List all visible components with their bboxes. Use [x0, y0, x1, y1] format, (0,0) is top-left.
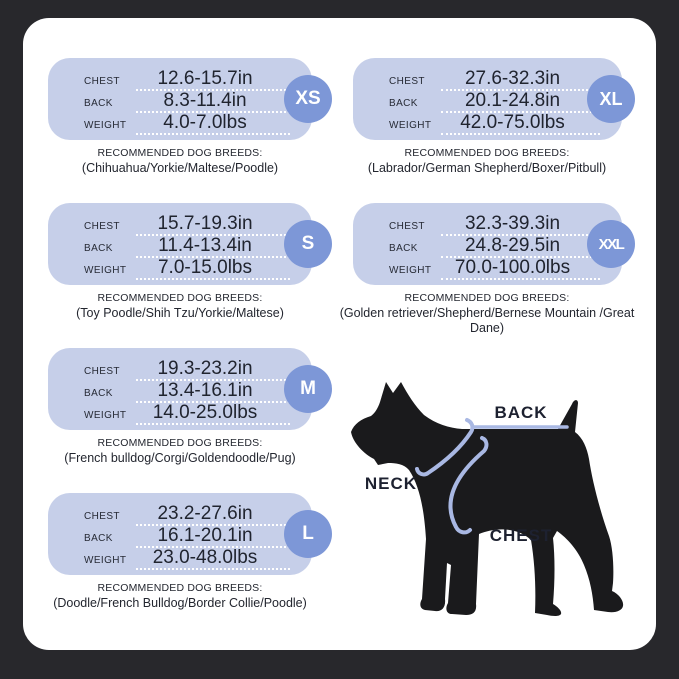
size-panel-xl: [353, 58, 622, 140]
measure-row-chest: [84, 359, 290, 381]
breeds-list: (French bulldog/Corgi/Goldendoodle/Pug): [64, 451, 296, 465]
size-badge-s: S: [284, 220, 332, 268]
size-badge-xxl: XXL: [587, 220, 635, 268]
back-value: 8.3-11.4in: [136, 91, 290, 113]
recommended-breeds-xxl: [335, 292, 639, 336]
measure-row-chest: [84, 69, 290, 91]
size-badge-l: L: [284, 510, 332, 558]
recommended-breeds-xl: [337, 147, 637, 176]
weight-value: 4.0-7.0lbs: [136, 113, 290, 135]
recommended-title: RECOMMENDED DOG BREEDS:: [97, 147, 263, 159]
chest-value: 19.3-23.2in: [136, 359, 290, 381]
weight-label: WEIGHT: [389, 265, 432, 276]
back-label: BACK: [389, 98, 418, 109]
breeds-list: (Toy Poodle/Shih Tzu/Yorkie/Maltese): [76, 306, 284, 320]
recommended-title: RECOMMENDED DOG BREEDS:: [97, 292, 263, 304]
back-label: BACK: [389, 243, 418, 254]
measure-row-chest: [389, 69, 600, 91]
weight-value: 7.0-15.0lbs: [136, 258, 290, 280]
back-label: BACK: [84, 243, 113, 254]
size-panel-l: [48, 493, 312, 575]
size-badge-xs: XS: [284, 75, 332, 123]
recommended-breeds-xs: [30, 147, 330, 176]
size-badge-xl: XL: [587, 75, 635, 123]
back-diagram-label: BACK: [494, 403, 548, 422]
measure-row-back: [389, 236, 600, 258]
weight-label: WEIGHT: [84, 555, 127, 566]
chest-value: 32.3-39.3in: [441, 214, 600, 236]
measure-row-back: [84, 381, 290, 403]
chest-value: 12.6-15.7in: [136, 69, 290, 91]
breeds-list: (Chihuahua/Yorkie/Maltese/Poodle): [81, 161, 279, 175]
weight-value: 70.0-100.0lbs: [441, 258, 600, 280]
size-panel-s: [48, 203, 315, 285]
weight-value: 23.0-48.0lbs: [136, 548, 290, 570]
measure-row-weight: [389, 113, 600, 135]
weight-value: 14.0-25.0lbs: [136, 403, 290, 425]
back-value: 24.8-29.5in: [441, 236, 600, 258]
size-panel-m: [48, 348, 316, 430]
size-panel-xs: [48, 58, 321, 140]
size-panel-xxl: [353, 203, 622, 285]
recommended-title: RECOMMENDED DOG BREEDS:: [404, 147, 570, 159]
chest-diagram-label: CHEST: [489, 526, 553, 545]
back-label: BACK: [84, 388, 113, 399]
measure-row-weight: [84, 113, 290, 135]
breeds-list: (Doodle/French Bulldog/Border Collie/Poodle): [53, 596, 307, 610]
recommended-breeds-s: [30, 292, 330, 321]
weight-label: WEIGHT: [84, 120, 127, 131]
chest-label: CHEST: [84, 221, 120, 232]
chest-label: CHEST: [389, 76, 425, 87]
weight-label: WEIGHT: [84, 265, 127, 276]
weight-label: WEIGHT: [84, 410, 127, 421]
recommended-breeds-l: [30, 582, 330, 611]
measure-row-weight: [84, 403, 290, 425]
weight-label: WEIGHT: [389, 120, 432, 131]
measure-row-weight: [84, 258, 290, 280]
measure-row-chest: [84, 214, 290, 236]
measure-row-back: [84, 91, 290, 113]
recommended-breeds-m: [30, 437, 330, 466]
chest-value: 23.2-27.6in: [136, 504, 290, 526]
weight-value: 42.0-75.0lbs: [441, 113, 600, 135]
chest-label: CHEST: [84, 76, 120, 87]
recommended-title: RECOMMENDED DOG BREEDS:: [404, 292, 570, 304]
chest-value: 27.6-32.3in: [441, 69, 600, 91]
size-chart-card: [23, 18, 656, 650]
measure-row-weight: [84, 548, 290, 570]
chest-label: CHEST: [84, 366, 120, 377]
measure-row-chest: [84, 504, 290, 526]
recommended-title: RECOMMENDED DOG BREEDS:: [97, 437, 263, 449]
back-label: BACK: [84, 98, 113, 109]
size-badge-m: M: [284, 365, 332, 413]
measure-row-chest: [389, 214, 600, 236]
chest-label: CHEST: [84, 511, 120, 522]
breeds-list: (Labrador/German Shepherd/Boxer/Pitbull): [367, 161, 607, 175]
chest-label: CHEST: [389, 221, 425, 232]
back-value: 13.4-16.1in: [136, 381, 290, 403]
back-value: 11.4-13.4in: [136, 236, 290, 258]
measure-row-back: [84, 236, 290, 258]
back-label: BACK: [84, 533, 113, 544]
measure-row-weight: [389, 258, 600, 280]
back-value: 20.1-24.8in: [441, 91, 600, 113]
back-value: 16.1-20.1in: [136, 526, 290, 548]
measure-row-back: [84, 526, 290, 548]
measure-row-back: [389, 91, 600, 113]
breeds-list: (Golden retriever/Shepherd/Bernese Mountain /Great Dane): [339, 306, 635, 335]
neck-diagram-label: NECK: [364, 474, 418, 493]
recommended-title: RECOMMENDED DOG BREEDS:: [97, 582, 263, 594]
chest-value: 15.7-19.3in: [136, 214, 290, 236]
